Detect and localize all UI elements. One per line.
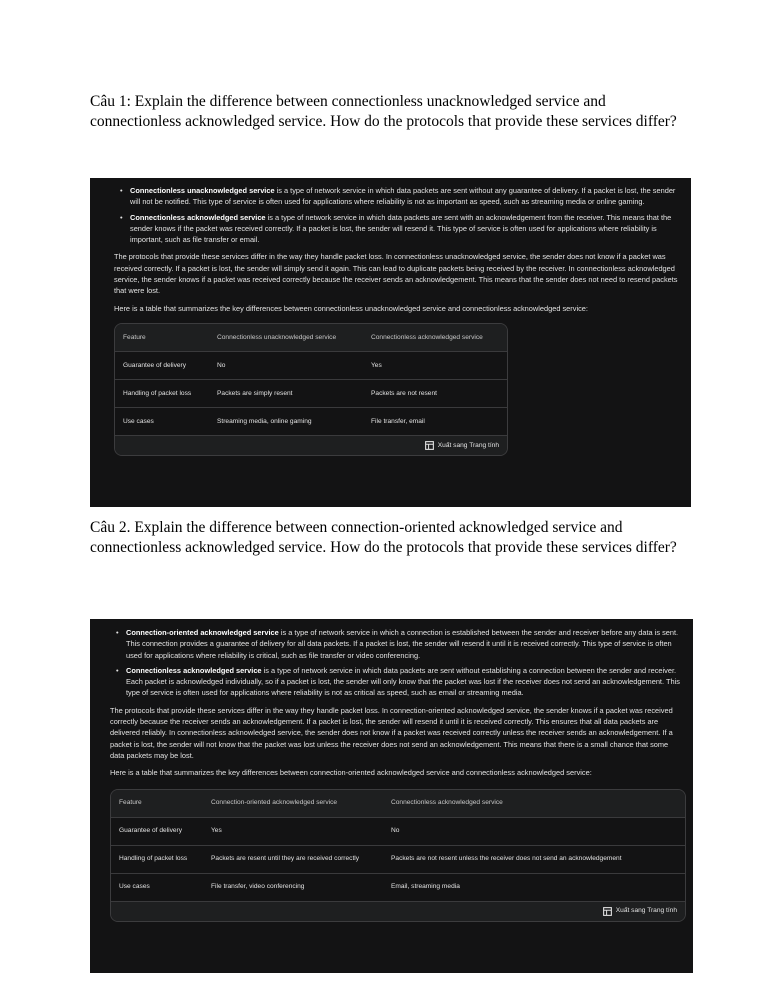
table-header-row xyxy=(111,790,685,818)
table-cell: Packets are resent until they are received correctly xyxy=(203,845,383,873)
export-to-sheets-button[interactable] xyxy=(115,436,507,455)
table-row xyxy=(111,873,685,901)
comparison-table xyxy=(114,323,508,456)
column-header: Connection-oriented acknowledged service xyxy=(203,790,383,818)
question-1-text: Câu 1: Explain the difference between connectionless unacknowledged service and connectionless acknowledged service. How do the protocols that provide these services differ? xyxy=(90,93,677,130)
table-cell: Packets are not resent unless the receiver does not send an acknowledgement xyxy=(383,845,685,873)
export-label: Xuất sang Trang tính xyxy=(615,907,677,915)
table-cell: Yes xyxy=(203,817,383,845)
table-cell: Use cases xyxy=(115,407,209,435)
paragraph: The protocols that provide these services differ in the way they handle packet loss. In connection-oriented acknowledged service, the sender knows if a packet was received correctly because the receiver sends an acknowledgement. If a packet is lost, the sender will resend it until it is received correctly. This ensures that all data packets are delivered reliably. In connectionless acknowledged service, the sender does not know if a packet was received correctly unless the receiver sends an acknowledgement. If a packet is lost, the sender will not know that the packet was lost unless the receiver does not send an acknowledgement. This means that there is a small chance that some data packets may be lost. xyxy=(110,705,673,760)
list-item xyxy=(130,185,679,208)
table-cell: Email, streaming media xyxy=(383,873,685,901)
answer-screenshot-1 xyxy=(90,178,691,507)
table-cell: Guarantee of delivery xyxy=(115,351,209,379)
table-row xyxy=(115,351,507,379)
export-label: Xuất sang Trang tính xyxy=(437,441,499,449)
table-intro: Here is a table that summarizes the key differences between connectionless unacknowledged service and connectionless acknowledged service: xyxy=(114,303,588,313)
bullet-list xyxy=(114,185,679,245)
table-cell: File transfer, email xyxy=(363,407,507,435)
table-cell: Handling of packet loss xyxy=(111,845,203,873)
table-cell: Use cases xyxy=(111,873,203,901)
column-header: Connectionless acknowledged service xyxy=(383,790,685,818)
table-row xyxy=(111,817,685,845)
list-item xyxy=(126,627,681,661)
table-cell: Handling of packet loss xyxy=(115,379,209,407)
bullet-text: is a type of network service in which a connection is established between the sender and receiver before any data is sent. This connection provides a guarantee of delivery for all data packets. If a packet is lost, the sender will resend it until it is received correctly. This type of service is often used for applications where reliability is critical, such as file transfer or video conferencing. xyxy=(126,628,679,660)
table-row xyxy=(115,379,507,407)
bullet-term: Connectionless acknowledged service xyxy=(126,665,262,675)
column-header: Connectionless unacknowledged service xyxy=(209,324,363,352)
bullet-list xyxy=(110,627,681,699)
table-cell: Yes xyxy=(363,351,507,379)
table-cell: Guarantee of delivery xyxy=(111,817,203,845)
table-icon xyxy=(425,441,434,450)
table-cell: No xyxy=(209,351,363,379)
bullet-text: is a type of network service in which data packets are sent without any guarantee of delivery. If a packet is lost, the sender will not be notified. This type of service is often used for applications where reliability is not as important as speed, such as streaming media or online gaming. xyxy=(130,186,676,207)
table-cell: File transfer, video conferencing xyxy=(203,873,383,901)
comparison-table xyxy=(110,789,686,922)
answer-screenshot-2 xyxy=(90,619,693,973)
question-2-text: Câu 2. Explain the difference between connection-oriented acknowledged service and connectionless acknowledged service. How do the protocols that provide these services differ? xyxy=(90,519,677,556)
table-row xyxy=(111,845,685,873)
export-to-sheets-button[interactable] xyxy=(111,902,685,921)
table-cell: Packets are not resent xyxy=(363,379,507,407)
column-header: Feature xyxy=(115,324,209,352)
column-header: Connectionless acknowledged service xyxy=(363,324,507,352)
bullet-text: is a type of network service in which data packets are sent without establishing a connection between the sender and receiver. Each packet is acknowledged individually, so if a packet is lost, the sender will only know that the packet was lost if the receiver does not send an acknowledgement. This type of service is often used for applications where reliability is not as critical as speed, such as email or streaming media. xyxy=(126,665,680,698)
table-intro: Here is a table that summarizes the key differences between connection-oriented acknowledged service and connectionless acknowledged service: xyxy=(110,768,592,778)
bullet-text: is a type of network service in which data packets are sent with an acknowledgement from the receiver. This means that the sender knows if the packet was received correctly. If a packet is lost, the sender will resend it. This type of service is often used for applications where reliability is important, such as file transfer or email. xyxy=(130,212,672,245)
table-cell: Packets are simply resent xyxy=(209,379,363,407)
list-item xyxy=(130,212,679,246)
table-icon xyxy=(603,907,612,916)
table-cell: No xyxy=(383,817,685,845)
list-item xyxy=(126,665,681,699)
bullet-term: Connection-oriented acknowledged service xyxy=(126,628,279,637)
column-header: Feature xyxy=(111,790,203,818)
table-row xyxy=(115,407,507,435)
table-header-row xyxy=(115,324,507,352)
paragraph: The protocols that provide these services differ in the way they handle packet loss. In connectionless unacknowledged service, the sender does not know if a packet was received correctly. If a packet is lost, the sender will simply send it again. This can lead to duplicate packets being received by the receiver. In connectionless acknowledged service, the sender knows if a packet was received correctly because the receiver sends an acknowledgement. This means that the sender does not need to resend packets that were lost. xyxy=(114,252,678,296)
table-cell: Streaming media, online gaming xyxy=(209,407,363,435)
bullet-term: Connectionless unacknowledged service xyxy=(130,186,275,195)
bullet-term: Connectionless acknowledged service xyxy=(130,212,266,222)
